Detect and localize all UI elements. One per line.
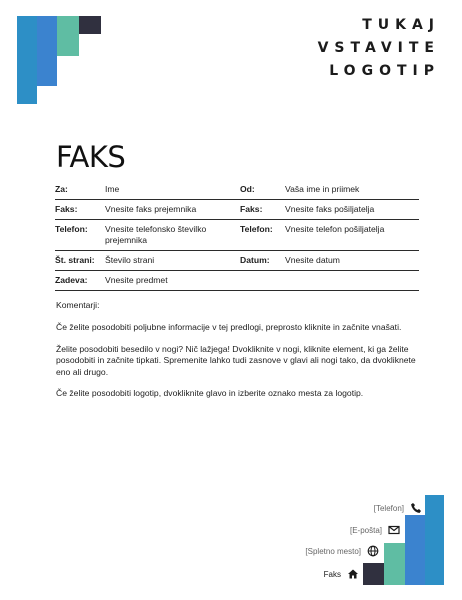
paragraph: Če želite posodobiti poljubne informacije v tej predlogi, preprosto kliknite in začnite vnašati. <box>56 322 402 332</box>
phone-from-label: Telefon: <box>240 224 273 234</box>
date-value[interactable]: Vnesite datum <box>285 255 340 265</box>
from-value[interactable]: Vaša ime in priimek <box>285 184 360 194</box>
empty-label <box>240 271 285 291</box>
phone-from-value[interactable]: Vnesite telefon pošiljatelja <box>285 224 385 234</box>
logo-line-1: TUKAJ <box>362 17 440 33</box>
phone-icon <box>410 502 422 514</box>
page-title: FAKS <box>56 140 126 174</box>
from-label: Od: <box>240 184 255 194</box>
table-row <box>55 251 419 271</box>
subject-label: Zadeva: <box>55 275 88 285</box>
logo-line-2: VSTAVITE <box>317 40 440 56</box>
table-row <box>55 180 419 200</box>
footer-fax[interactable] <box>324 568 359 580</box>
phone-to-value[interactable]: Vnesite telefonsko številko prejemnika <box>105 224 207 245</box>
deco-bar-3 <box>57 16 79 56</box>
pages-value[interactable]: Število strani <box>105 255 155 265</box>
home-icon <box>347 568 359 580</box>
footer-email-text: [E-pošta] <box>349 525 382 535</box>
comments-body[interactable] <box>56 322 426 410</box>
to-value[interactable]: Ime <box>105 184 120 194</box>
footer-email[interactable] <box>350 524 400 536</box>
footer-phone[interactable] <box>374 502 422 514</box>
deco-bar-4 <box>79 16 101 34</box>
logo-placeholder[interactable] <box>318 14 440 83</box>
empty-value <box>285 271 419 291</box>
pages-label: Št. strani: <box>55 255 95 265</box>
fax-to-value[interactable]: Vnesite faks prejemnika <box>105 204 197 214</box>
fax-from-value[interactable]: Vnesite faks pošiljatelja <box>285 204 375 214</box>
comments-label: Komentarji: <box>56 300 100 310</box>
fax-from-label: Faks: <box>240 204 263 214</box>
deco-bar-6 <box>384 543 405 585</box>
deco-bar-8 <box>425 495 444 585</box>
table-row <box>55 271 419 291</box>
phone-to-label: Telefon: <box>55 224 88 234</box>
logo-line-3: LOGOTIP <box>329 63 440 79</box>
footer-fax-text: Faks <box>323 569 341 579</box>
paragraph: Želite posodobiti besedilo v nogi? Nič lažjega! Dvokliknite v nogi, kliknite element, ki ga želite posodobiti in začnite tipkati. Spremenite lahko tudi zasnove v glavi ali nogi tako, da dvokliknete eno ali drugo. <box>56 343 416 377</box>
footer-website[interactable] <box>305 545 379 557</box>
footer-phone-text: [Telefon] <box>373 503 404 513</box>
table-row <box>55 200 419 220</box>
paragraph: Če želite posodobiti logotip, dvokliknite glavo in izberite oznako mesta za logotip. <box>56 388 364 398</box>
subject-value[interactable]: Vnesite predmet <box>105 275 168 285</box>
envelope-icon <box>388 524 400 536</box>
to-label: Za: <box>55 184 68 194</box>
globe-icon <box>367 545 379 557</box>
deco-bar-5 <box>363 563 384 585</box>
fax-to-label: Faks: <box>55 204 78 214</box>
date-label: Datum: <box>240 255 270 265</box>
deco-bar-7 <box>405 515 425 585</box>
deco-bar-2 <box>37 16 57 86</box>
deco-bar-1 <box>17 16 37 104</box>
header-decoration <box>0 0 110 110</box>
fax-info-table <box>55 180 419 291</box>
table-row <box>55 220 419 251</box>
footer-website-text: [Spletno mesto] <box>305 546 361 556</box>
